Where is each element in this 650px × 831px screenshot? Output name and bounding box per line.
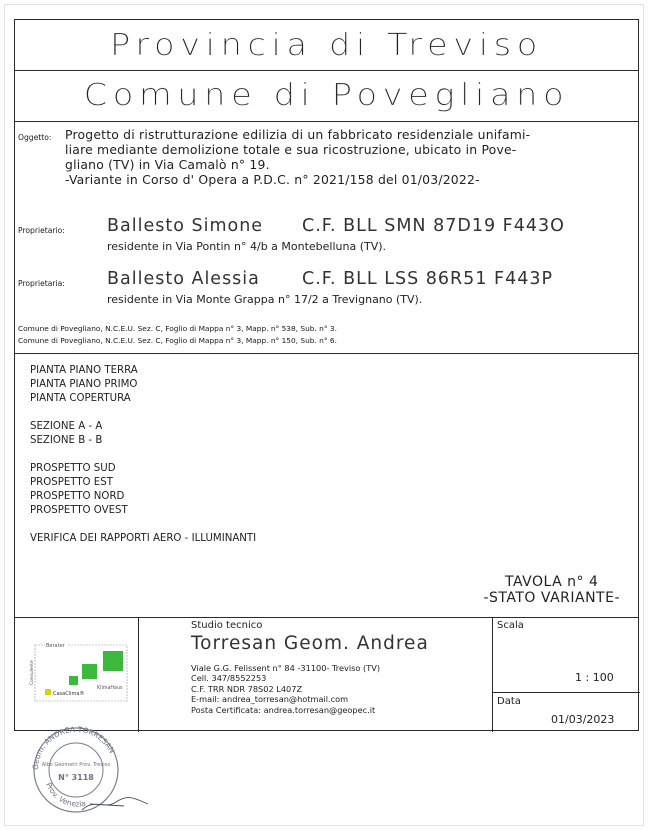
tavola-block	[483, 574, 620, 606]
stamp-bottom-text: Prov. Venezia	[44, 781, 87, 809]
studio-name: Torresan Geom. Andrea	[191, 633, 429, 654]
contents-item: PIANTA PIANO PRIMO	[30, 379, 138, 390]
contents-item: PROSPETTO OVEST	[30, 505, 128, 516]
studio-pec: Posta Certificata: andrea.torresan@geopec.it	[191, 704, 376, 715]
contents-item: SEZIONE A - A	[30, 421, 103, 432]
tavola-state: -STATO VARIANTE-	[483, 590, 620, 606]
casaclima-consultant-logo	[29, 639, 133, 707]
stamp-outer-text: Geom. ANDREA TORRESAN	[30, 724, 117, 771]
oggetto-text	[65, 127, 631, 187]
studio-email: E-mail: andrea_torresan@hotmail.com	[191, 694, 349, 705]
logo-klimahaus-text: KlimaHaus	[97, 686, 123, 691]
owner-1-label: Proprietario:	[18, 226, 65, 235]
signature-scribble	[82, 798, 148, 810]
oggetto-line: Progetto di ristrutturazione edilizia di un fabbricato residenziale unifami-	[65, 127, 531, 142]
studio-contacts	[191, 663, 380, 715]
contents-item: PIANTA COPERTURA	[30, 393, 131, 404]
rule-under-cadastre	[15, 353, 638, 354]
stamp-inner-ring	[49, 743, 103, 797]
logo-casaclima-text: CasaClima®	[53, 691, 85, 697]
contents-item: VERIFICA DEI RAPPORTI AERO - ILLUMINANTI	[30, 533, 257, 544]
contents-item: PROSPETTO NORD	[30, 491, 125, 502]
comune-title: Comune di Povegliano	[83, 78, 570, 113]
contents-item: PIANTA PIANO TERRA	[30, 365, 138, 376]
stamp-number: N° 3118	[58, 773, 94, 782]
drawing-contents-list	[30, 364, 256, 546]
owner-2-residence: residente in Via Monte Grappa n° 17/2 a Trevignano (TV).	[107, 293, 423, 306]
owner-2-cf: C.F. BLL LSS 86R51 F443P	[302, 269, 554, 289]
studio-address: Viale G.G. Felissent n° 84 -31100- Treviso (TV)	[191, 663, 381, 673]
surveyor-stamp	[24, 718, 164, 818]
rule-studio-scala	[492, 617, 493, 732]
rule-scala-data	[492, 692, 640, 693]
rule-logo-studio	[138, 617, 139, 732]
title-sheet	[14, 19, 639, 731]
logo-square-large	[103, 651, 123, 671]
studio-phone: Cell. 347/8552253	[191, 673, 267, 684]
logo-berater-text: Berater	[46, 643, 65, 649]
data-value: 01/03/2023	[551, 713, 615, 726]
studio-label: Studio tecnico	[191, 620, 263, 631]
logo-consulente-text: Consulente	[30, 660, 35, 685]
rule-above-titleblock	[15, 617, 638, 618]
logo-square-yellow	[45, 689, 51, 695]
rule-under-comune	[15, 121, 638, 122]
owner-1-name: Ballesto Simone	[107, 216, 264, 236]
logo-square-medium	[82, 664, 97, 679]
contents-item: SEZIONE B - B	[30, 435, 103, 446]
cadastre-line-1: Comune di Povegliano, N.C.E.U. Sez. C, Foglio di Mappa n° 3, Mapp. n° 538, Sub. n° 3.	[18, 324, 337, 333]
rule-under-provincia	[15, 70, 638, 71]
cadastre-line-2: Comune di Povegliano, N.C.E.U. Sez. C, Foglio di Mappa n° 3, Mapp. n° 150, Sub. n° 6.	[18, 336, 337, 345]
owner-2-name: Ballesto Alessia	[107, 269, 260, 289]
owner-2-label: Proprietaria:	[18, 279, 65, 288]
owner-1-cf: C.F. BLL SMN 87D19 F443O	[302, 216, 565, 236]
tavola-number: TAVOLA n° 4	[505, 574, 599, 590]
contents-item: PROSPETTO EST	[30, 477, 113, 488]
studio-tax-code: C.F. TRR NDR 78S02 L407Z	[191, 683, 303, 694]
oggetto-line: gliano (TV) in Via Camalò n° 19.	[65, 157, 270, 172]
contents-item: PROSPETTO SUD	[30, 463, 116, 474]
owner-1-residence: residente in Via Pontin n° 4/b a Montebelluna (TV).	[107, 240, 387, 253]
oggetto-label: Oggetto:	[18, 133, 52, 142]
stamp-albo-text: Albo Geometri Prov. Treviso	[41, 762, 111, 768]
logo-square-small	[69, 676, 78, 685]
oggetto-line: -Variante in Corso d' Opera a P.D.C. n° 2021/158 del 01/03/2022-	[65, 172, 480, 187]
oggetto-line: liare mediante demolizione totale e sua ricostruzione, ubicato in Pove-	[65, 142, 517, 157]
scala-label: Scala	[497, 620, 524, 631]
data-label: Data	[497, 696, 521, 707]
provincia-title: Provincia di Treviso	[110, 28, 543, 63]
scala-value: 1 : 100	[575, 671, 614, 684]
